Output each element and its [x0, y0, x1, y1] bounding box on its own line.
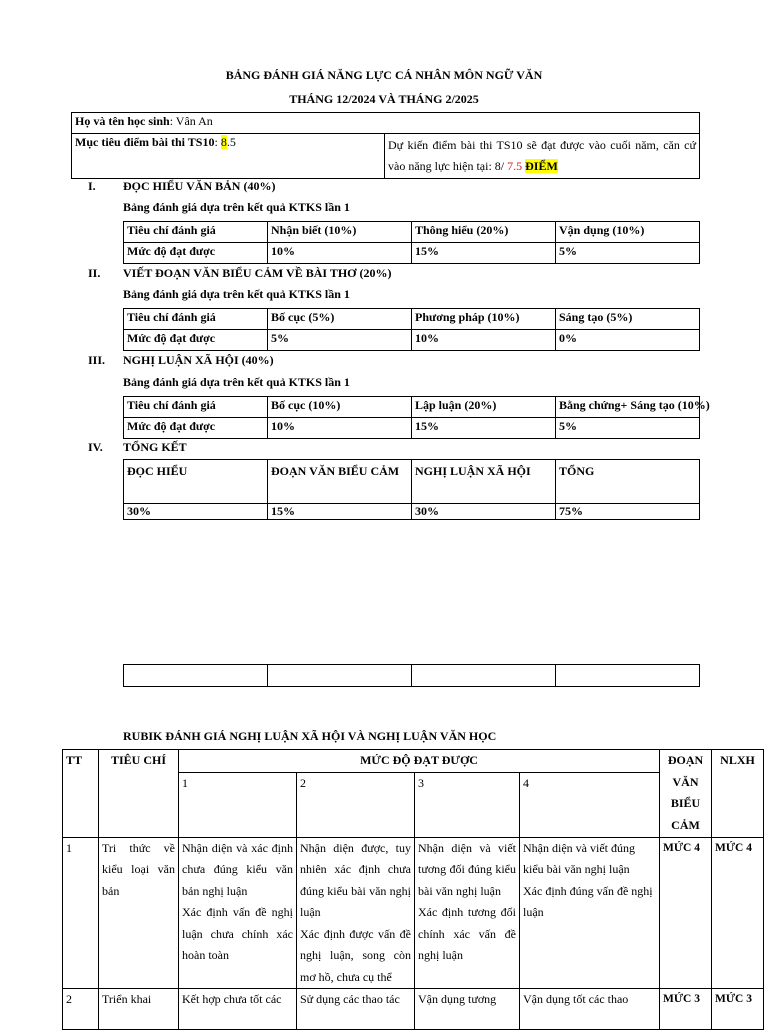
table-cell: 10% [268, 418, 412, 439]
rubric-tt: 1 [63, 837, 99, 989]
section-1-title: ĐỌC HIỂU VĂN BẢN (40%) [123, 179, 276, 193]
empty-cell [268, 665, 412, 687]
document-subtitle: THÁNG 12/2024 VÀ THÁNG 2/2025 [289, 92, 479, 106]
empty-cell [412, 665, 556, 687]
forecast-score: 7.5 [507, 159, 523, 173]
rubric-level-2: Sử dụng các thao tác [297, 989, 415, 1030]
table-cell: 5% [268, 330, 412, 351]
rubric-criteria: Tri thức về kiểu loại văn bản [99, 837, 179, 989]
table-header-cell: Nhận biết (10%) [268, 222, 412, 243]
rubric-level-2: Nhận diện được, tuy nhiên xác định chưa đúng kiểu bài văn nghị luận Xác định được vấn đề nghị luận, song còn mơ hồ, chưa cụ thể [297, 837, 415, 989]
empty-table [123, 664, 700, 687]
rubric-tt: 2 [63, 989, 99, 1030]
section-2-title: VIẾT ĐOẠN VĂN BIỂU CẢM VỀ BÀI THƠ (20%) [123, 266, 392, 280]
table-cell: 0% [556, 330, 700, 351]
document-title: BẢNG ĐÁNH GIÁ NĂNG LỰC CÁ NHÂN MÔN NGỮ VĂN [225, 68, 543, 82]
table-header-cell: Tiêu chí đánh giá [124, 309, 268, 330]
rubric-criteria: Triển khai [99, 989, 179, 1030]
rubric-level-header: 4 [520, 772, 660, 837]
section-1-number: I. [88, 179, 96, 193]
summary-table [123, 459, 700, 520]
rubric-level-4: Nhận diện và viết đúng kiểu bài văn nghị luận Xác định đúng vấn đề nghị luận [520, 837, 660, 989]
table-row-label: Mức độ đạt được [124, 418, 268, 439]
summary-header-cell: TỔNG [556, 460, 700, 504]
rubric-level-header: 3 [415, 772, 520, 837]
table-header-cell: Phương pháp (10%) [412, 309, 556, 330]
summary-cell: 75% [556, 504, 700, 520]
forecast-text: Dự kiến điểm bài thi TS10 sẽ đạt được vào cuối năm, căn cứ vào năng lực hiện tại: 8/ [388, 138, 696, 173]
rubric-level-3: Vận dụng tương [415, 989, 520, 1030]
rubric-nlxh-level: MỨC 3 [712, 989, 764, 1030]
rubric-title: RUBIK ĐÁNH GIÁ NGHỊ LUẬN XÃ HỘI VÀ NGHỊ LUẬN VĂN HỌC [123, 729, 497, 743]
student-name-label: Họ và tên học sinh [75, 114, 170, 128]
target-score-cell [72, 134, 385, 179]
section-3-table [123, 396, 710, 439]
table-header-cell: Tiêu chí đánh giá [124, 397, 268, 418]
rubric-level-1: Nhận diện và xác định chưa đúng kiểu văn bản nghị luận Xác định vấn đề nghị luận chưa chính xác hoàn toàn [179, 837, 297, 989]
table-header-cell: Sáng tạo (5%) [556, 309, 700, 330]
rubric-table [62, 749, 764, 1030]
summary-header-cell: ĐỌC HIỂU [124, 460, 268, 504]
forecast-unit: ĐIỂM [525, 159, 558, 173]
table-header-cell: Vận dụng (10%) [556, 222, 700, 243]
empty-cell [556, 665, 700, 687]
student-name-value: : Vân An [169, 114, 213, 128]
rubric-col-levels: MỨC ĐỘ ĐẠT ĐƯỢC [179, 750, 660, 773]
section-3-subtitle: Bảng đánh giá dựa trên kết quả KTKS lần 1 [123, 375, 350, 389]
section-4-title: TỔNG KẾT [123, 440, 187, 454]
rubric-col-tt: TT [63, 750, 99, 838]
summary-cell: 15% [268, 504, 412, 520]
table-cell: 5% [556, 243, 700, 264]
section-2-subtitle: Bảng đánh giá dựa trên kết quả KTKS lần 1 [123, 287, 350, 301]
summary-header-cell: NGHỊ LUẬN XÃ HỘI [412, 460, 556, 504]
table-row-label: Mức độ đạt được [124, 330, 268, 351]
rubric-doan-level: MỨC 3 [660, 989, 712, 1030]
table-header-cell: Thông hiểu (20%) [412, 222, 556, 243]
table-cell: 15% [412, 243, 556, 264]
target-score-colon: : [214, 135, 221, 149]
rubric-doan-level: MỨC 4 [660, 837, 712, 989]
summary-header-cell: ĐOẠN VĂN BIỂU CẢM [268, 460, 412, 504]
summary-cell: 30% [412, 504, 556, 520]
section-3-title: NGHỊ LUẬN XÃ HỘI (40%) [123, 353, 274, 367]
table-header-cell: Lập luận (20%) [412, 397, 556, 418]
table-header-cell: Bố cục (5%) [268, 309, 412, 330]
section-3-number: III. [88, 353, 106, 367]
rubric-col-criteria: TIÊU CHÍ [99, 750, 179, 838]
table-row [63, 837, 764, 989]
rubric-level-4: Vận dụng tốt các thao [520, 989, 660, 1030]
section-1-subtitle: Bảng đánh giá dựa trên kết quả KTKS lần 1 [123, 200, 350, 214]
section-4-number: IV. [88, 440, 103, 454]
rubric-level-3: Nhận diện và viết tương đối đúng kiểu bài văn nghị luận Xác định tương đối chính xác vấn đề nghị luận [415, 837, 520, 989]
rubric-nlxh-level: MỨC 4 [712, 837, 764, 989]
section-2-table [123, 308, 700, 351]
forecast-cell [385, 134, 700, 179]
target-score-label: Mục tiêu điểm bài thi TS10 [75, 135, 215, 149]
table-header-cell: Bố cục (10%) [268, 397, 412, 418]
summary-cell: 30% [124, 504, 268, 520]
rubric-col-nlxh: NLXH [712, 750, 764, 838]
section-1-table [123, 221, 700, 264]
table-cell: 10% [268, 243, 412, 264]
table-cell: 10% [412, 330, 556, 351]
student-name-cell [72, 113, 700, 134]
table-row-label: Mức độ đạt được [124, 243, 268, 264]
rubric-level-1: Kết hợp chưa tốt các [179, 989, 297, 1030]
target-score-rest: .5 [226, 135, 236, 149]
table-cell: 5% [556, 418, 700, 439]
rubric-level-header: 1 [179, 772, 297, 837]
rubric-level-header: 2 [297, 772, 415, 837]
table-cell: 15% [412, 418, 556, 439]
section-2-number: II. [88, 266, 101, 280]
rubric-col-doan: ĐOẠN VĂN BIỂU CẢM [660, 750, 712, 838]
table-header-cell: Bằng chứng+ Sáng tạo (10%) [556, 397, 700, 418]
table-header-cell: Tiêu chí đánh giá [124, 222, 268, 243]
table-row [63, 989, 764, 1030]
empty-cell [124, 665, 268, 687]
target-score-highlight: 8 [220, 135, 227, 149]
student-info-table [71, 112, 700, 179]
